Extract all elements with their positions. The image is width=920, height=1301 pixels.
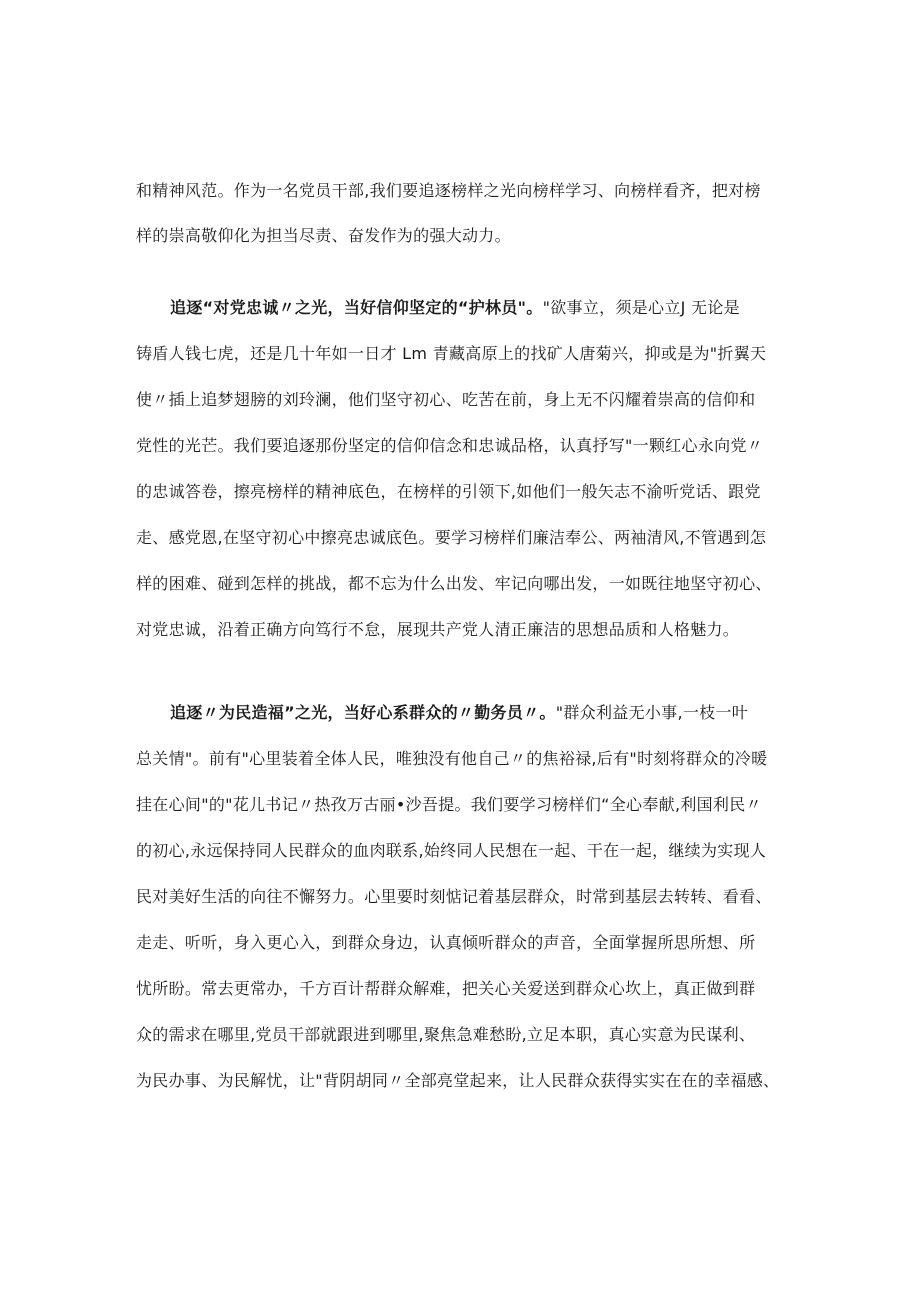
paragraph-1-line-2: 样的崇高敬仰化为担当尽责、奋发作为的强大动力。 [136, 226, 511, 245]
paragraph-3-line-5: 民对美好生活的向往不懈努力。心里要时刻惦记着基层群众，时常到基层去转转、看看、 [136, 887, 772, 906]
paragraph-2-line-1: "欲事立，须是心立J 无论是 [542, 298, 740, 317]
paragraph-2-line-2: 铸盾人钱七虎，还是几十年如一日才 Lm 青藏高原上的找矿人唐菊兴，抑或是为"折翼天 [136, 344, 767, 363]
paragraph-3-first-line [170, 703, 748, 723]
paragraph-3-line-6: 走走、听听，身入更心入，到群众身边，认真倾听群众的声音，全面掌握所思所想、所 [136, 933, 756, 952]
paragraph-3-line-2: 总关情"。前有"心里装着全体人民，唯独没有他自己〃的焦裕禄,后有"时刻将群众的冷暖 [136, 749, 768, 768]
paragraph-2-line-3: 使〃插上追梦翅膀的刘玲澜，他们坚守初心、吃苦在前，身上无不闪耀着崇高的信仰和 [136, 390, 756, 409]
paragraph-3-line-9: 为民办事、为民解忧，让"背阴胡同〃全部亮堂起来，让人民群众获得实实在在的幸福感、 [136, 1071, 780, 1090]
paragraph-3-line-1: "群众利益无小事,一枝一叶 [555, 703, 749, 722]
paragraph-2-heading: 追逐“对党忠诚〃之光，当好信仰坚定的“护林员"。 [170, 298, 543, 317]
paragraph-1-line-1: 和精神风范。作为一名党员干部,我们要追逐榜样之光向榜样学习、向榜样看齐，把对榜 [136, 181, 761, 200]
paragraph-3-heading: 追逐〃为民造福”之光，当好心系群众的〃勤务员〃。 [170, 703, 556, 722]
paragraph-3-line-8: 众的需求在哪里,党员干部就跟进到哪里,聚焦急难愁盼,立足本职，真心实意为民谋利、 [136, 1025, 756, 1044]
paragraph-2-line-5: 的忠诚答卷，擦亮榜样的精神底色，在榜样的引领下,如他们一般矢志不渝听党话、跟党 [136, 482, 761, 501]
paragraph-2-line-7: 样的困难、碰到怎样的挑战，都不忘为什么出发、牢记向哪出发，一如既往地坚守初心、 [136, 574, 772, 593]
paragraph-2-line-8: 对党忠诚，沿着正确方向笃行不怠，展现共产党人清正廉洁的思想品质和人格魅力。 [136, 620, 740, 639]
paragraph-3-line-4: 的初心,永远保持同人民群众的血肉联系,始终同人民想在一起、干在一起，继续为实现人 [136, 841, 767, 860]
paragraph-3-line-7: 忧所盼。常去更常办，千方百计帮群众解难，把关心关爱送到群众心坎上，真正做到群 [136, 979, 756, 998]
paragraph-2-line-6: 走、感党恩,在坚守初心中擦亮忠诚底色。要学习榜样们廉洁奉公、两袖清风,不管遇到怎 [136, 528, 767, 547]
paragraph-3-line-3: 挂在心间"的"花儿书记〃热孜万古丽•沙吾提。我们要学习榜样们“全心奉献,利国利民〃 [136, 795, 762, 814]
paragraph-2-line-4: 党性的光芒。我们要追逐那份坚定的信仰信念和忠诚品格，认真抒写"一颗红心永向党〃 [136, 436, 764, 455]
paragraph-2-first-line [170, 298, 740, 318]
